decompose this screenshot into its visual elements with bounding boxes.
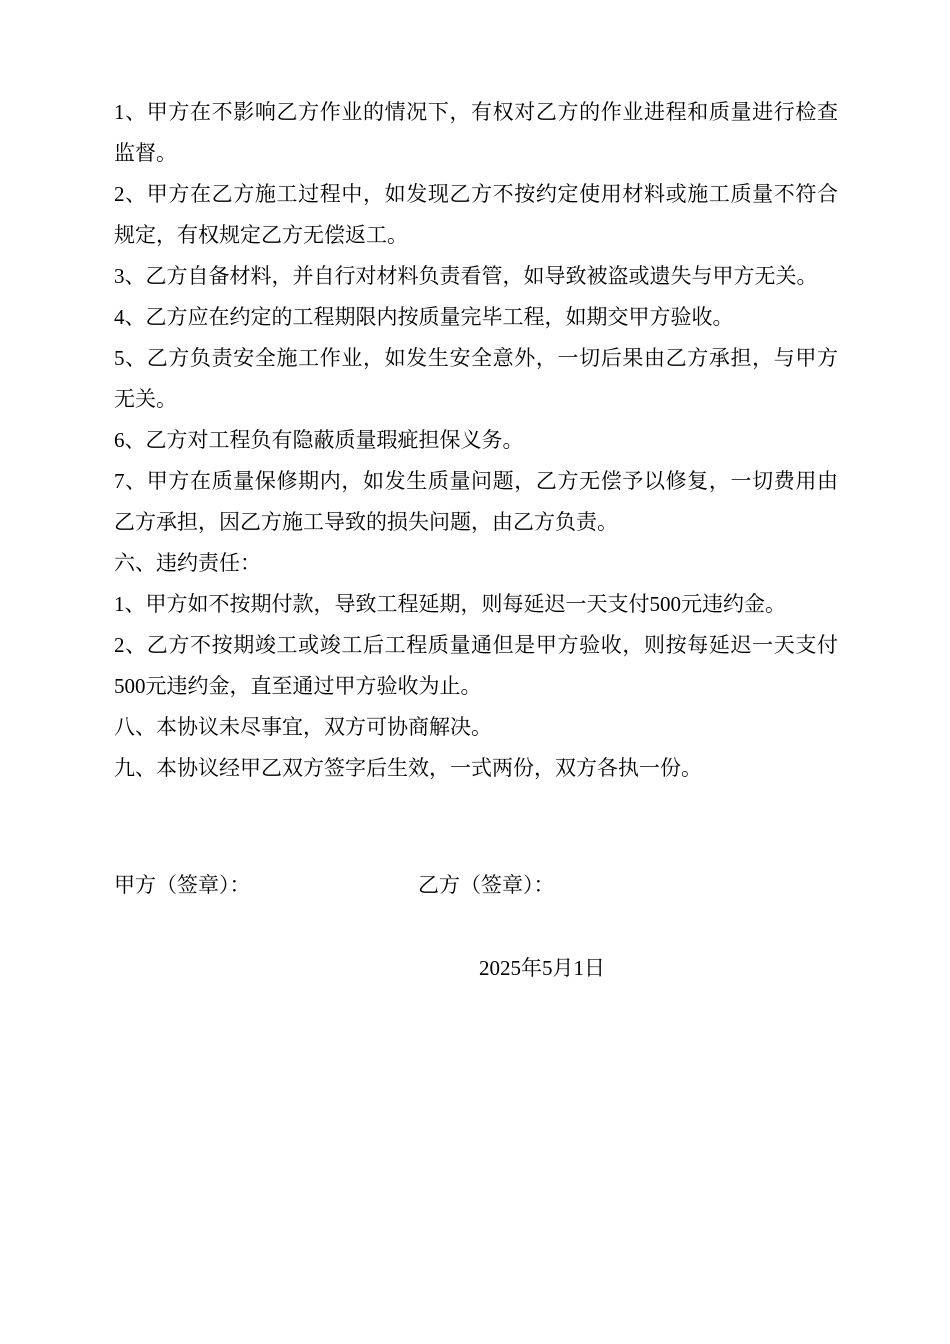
- clause-paragraph: 7、甲方在质量保修期内，如发生质量问题，乙方无偿予以修复，一切费用由乙方承担，因乙方施工导致的损失问题，由乙方负责。: [114, 469, 838, 534]
- signature-party-b: 乙方（签章）：: [418, 873, 555, 897]
- section-heading-breach-liability: 六、违约责任：: [114, 551, 261, 575]
- clause-paragraph: 2、乙方不按期竣工或竣工后工程质量通但是甲方验收，则按每延迟一天支付500元违约金，直至通过甲方验收为止。: [114, 633, 838, 698]
- section-heading-unresolved-matters: 八、本协议未尽事宜，双方可协商解决。: [114, 715, 492, 739]
- clause-paragraph: 5、乙方负责安全施工作业，如发生安全意外，一切后果由乙方承担，与甲方无关。: [114, 346, 838, 411]
- signature-party-a: 甲方（签章）：: [114, 873, 251, 897]
- clause-paragraph: 4、乙方应在约定的工程期限内按质量完毕工程，如期交甲方验收。: [114, 305, 734, 329]
- signing-date: 2025年5月1日: [479, 956, 605, 980]
- contract-body: [114, 92, 838, 789]
- signature-block: [114, 865, 838, 906]
- clause-paragraph: 6、乙方对工程负有隐蔽质量瑕疵担保义务。: [114, 428, 524, 452]
- clause-paragraph: 1、甲方在不影响乙方作业的情况下，有权对乙方的作业进程和质量进行检查监督。: [114, 100, 838, 165]
- clause-paragraph: 3、乙方自备材料，并自行对材料负责看管，如导致被盗或遗失与甲方无关。: [114, 264, 818, 288]
- section-heading-effectiveness: 九、本协议经甲乙双方签字后生效，一式两份，双方各执一份。: [114, 756, 702, 780]
- clause-paragraph: 1、甲方如不按期付款，导致工程延期，则每延迟一天支付500元违约金。: [114, 592, 786, 616]
- clause-paragraph: 2、甲方在乙方施工过程中，如发现乙方不按约定使用材料或施工质量不符合规定，有权规定乙方无偿返工。: [114, 182, 838, 247]
